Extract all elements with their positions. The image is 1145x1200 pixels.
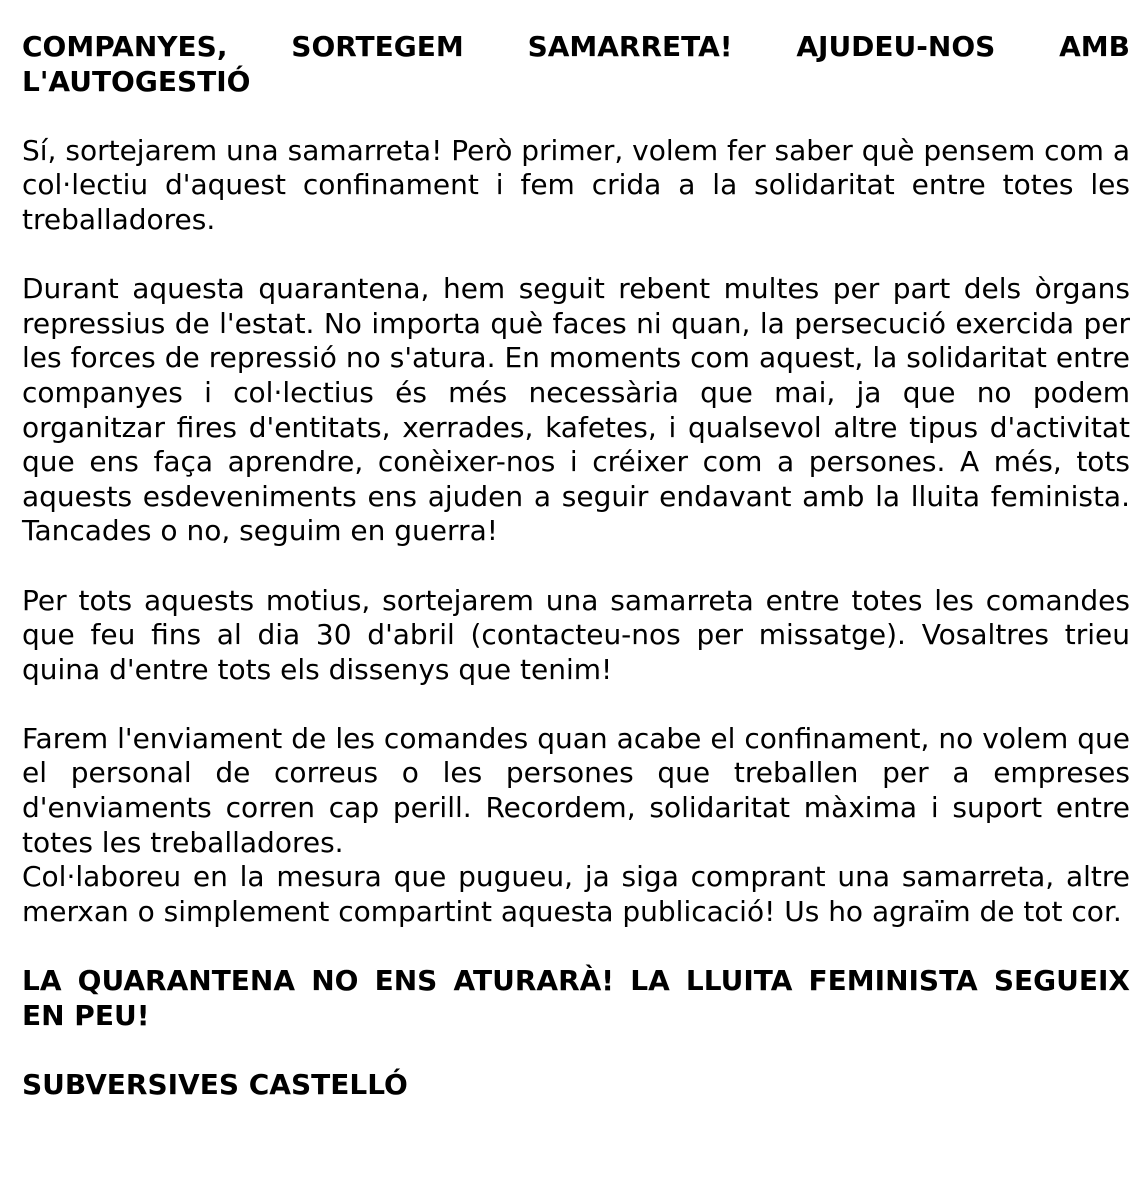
signature: SUBVERSIVES CASTELLÓ bbox=[22, 1067, 408, 1101]
paragraph-shipping: Farem l'enviament de les comandes quan acabe el confinament, no volem que el personal de correus o les persones que treballen per a empreses d'enviaments corren cap perill. Recordem, solidaritat màxima i suport entre totes les treballadores. bbox=[22, 721, 1130, 859]
paragraph-repression: Durant aquesta quarantena, hem seguit rebent multes per part dels òrgans repressius de l'estat. No importa què faces ni quan, la persecució exercida per les forces de repressió no s'atura. En moments com aquest, la solidaritat entre companyes i col·lectius és més necessària que mai, ja que no podem organitzar fires d'entitats, xerrades, kafetes, i qualsevol altre tipus d'activitat que ens faça aprendre, conèixer-nos i créixer com a persones. A més, tots aquests esdeveniments ens ajuden a seguir endavant amb la lluita feminista. Tancades o no, seguim en guerra! bbox=[22, 272, 1130, 548]
document-title: COMPANYES, SORTEGEM SAMARRETA! AJUDEU-NOS AMB L'AUTOGESTIÓ bbox=[22, 30, 1130, 98]
document-body bbox=[22, 30, 1130, 1102]
slogan: LA QUARANTENA NO ENS ATURARÀ! LA LLUITA FEMINISTA SEGUEIX EN PEU! bbox=[22, 964, 1130, 1032]
paragraph-raffle: Per tots aquests motius, sortejarem una samarreta entre totes les comandes que feu fins al dia 30 d'abril (contacteu-nos per missatge). Vosaltres trieu quina d'entre tots els dissenys que tenim! bbox=[22, 583, 1130, 686]
paragraph-intro: Sí, sortejarem una samarreta! Però primer, volem fer saber què pensem com a col·lectiu d'aquest confinament i fem crida a la solidaritat entre totes les treballadores. bbox=[22, 133, 1130, 236]
paragraph-collaborate: Col·laboreu en la mesura que pugueu, ja siga comprant una samarreta, altre merxan o simplement compartint aquesta publicació! Us ho agraïm de tot cor. bbox=[22, 860, 1130, 928]
